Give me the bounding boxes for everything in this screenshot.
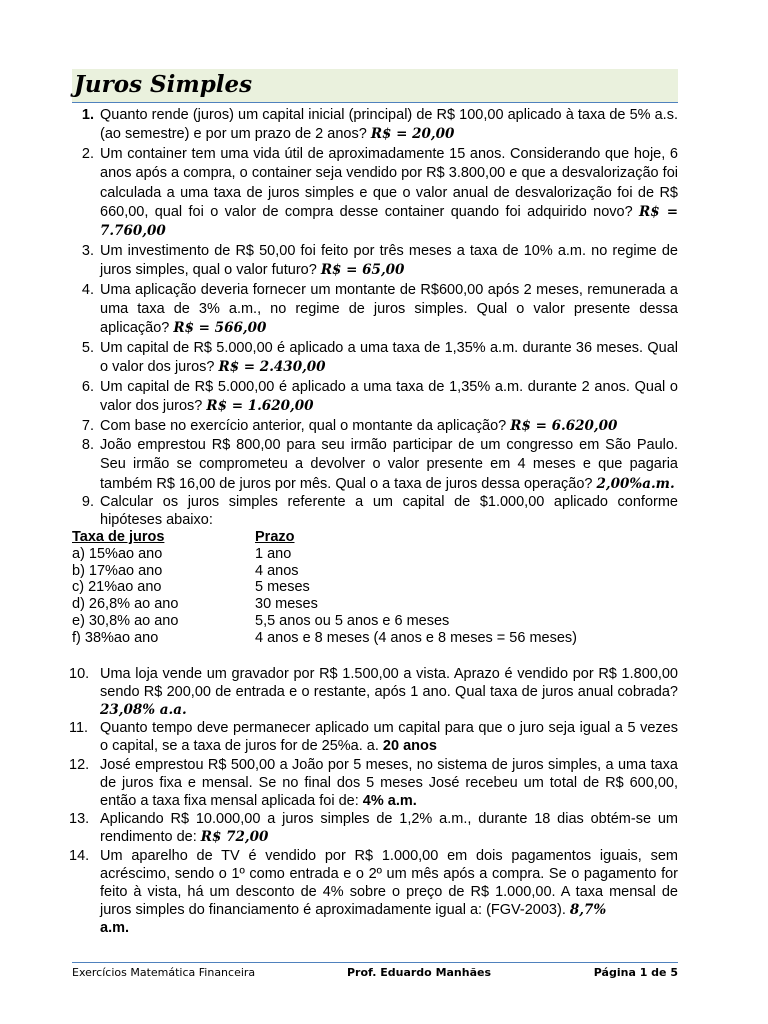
exercise-text: Uma aplicação deveria fornecer um montante de R$600,00 após 2 meses, remunerada a uma taxa de 3% a.m., no regime de juros simples. Qual o valor presente dessa aplicação? (100, 281, 678, 337)
page-title: Juros Simples (74, 71, 253, 98)
term-cell: 5 meses (255, 579, 310, 596)
exercise-number: 11. (69, 720, 89, 737)
table-row (72, 579, 577, 596)
exercise-number: 8. (81, 436, 94, 453)
exercise-item (72, 242, 678, 281)
footer-divider (72, 962, 678, 963)
exercise-item (72, 494, 678, 529)
exercise-number: 10. (69, 665, 90, 682)
exercise-list-continued (69, 665, 678, 938)
table-row (72, 613, 577, 630)
exercise-item (72, 145, 678, 242)
exercise-number: 12. (69, 756, 90, 773)
exercise-number: 3. (81, 242, 94, 259)
exercise-answer: R$ = 1.620,00 (206, 398, 314, 415)
exercise-item (69, 847, 678, 938)
exercise-item (72, 281, 678, 339)
exercise-text: Uma loja vende um gravador por R$ 1.500,00 a vista. Aprazo é vendido por R$ 1.800,00 sendo R$ 200,00 de entrada e o restante, após 1 ano. Qual taxa de juros anual cobrada? (100, 665, 678, 700)
term-cell: 1 ano (255, 545, 292, 562)
exercise-text: João emprestou R$ 800,00 para seu irmão participar de um congresso em São Paulo. Seu irmão se comprometeu a devolver o valor presente em 4 meses e que pagaria também R$ 16,00 de juros por mês. Qual o a taxa de juros dessa operação? (100, 436, 678, 492)
exercise-item (69, 810, 678, 846)
exercise-answer: 20 anos (382, 738, 437, 755)
exercise-text: Quanto rende (juros) um capital inicial (principal) de R$ 100,00 aplicado à taxa de 5% a.s. (ao semestre) e por um prazo de 2 anos? (100, 107, 678, 143)
exercise-item (72, 417, 678, 436)
exercise-answer: R$ = 6.620,00 (510, 417, 618, 434)
exercise-item (72, 106, 678, 145)
exercise-text: Um aparelho de TV é vendido por R$ 1.000,00 em dois pagamentos iguais, sem acréscimo, sendo o 1º como entrada e o 2º um mês após a compra. Se o pagamento for feito à vista, há um desconto de 4% sobre o preço de R$ 1.000,00. A taxa mensal de juros simples do financiamento é aproximadamente igual a: (FGV-2003). (100, 847, 678, 919)
exercise-number: 2. (81, 145, 94, 162)
exercise-item (72, 436, 678, 494)
exercise-number: 6. (81, 378, 94, 395)
exercise-answer: 23,08% a.a. (100, 701, 187, 718)
table-row (72, 630, 577, 647)
exercise-text: Quanto tempo deve permanecer aplicado um capital para que o juro seja igual a 5 vezes o capital, se a taxa de juros for de 25%a. a. (100, 720, 678, 755)
exercise-number: 1. (81, 107, 94, 123)
exercise-answer-unit: a.m. (100, 920, 130, 937)
column-header-term: Prazo (255, 528, 295, 545)
footer-author: Prof. Eduardo Manhães (347, 966, 492, 979)
exercise-text: Aplicando R$ 10.000,00 a juros simples de 1,2% a.m., durante 18 dias obtém-se um rendimento de: (100, 811, 678, 846)
rate-cell: b) 17%ao ano (72, 562, 163, 579)
exercise-answer: R$ = 65,00 (320, 262, 405, 279)
exercise-list (72, 106, 678, 529)
exercise-text: José emprestou R$ 500,00 a João por 5 meses, no sistema de juros simples, a uma taxa de juros fixa e mensal. Se no final dos 5 meses José recebeu um total de R$ 600,00, então a taxa fixa mensal aplicada foi de: (100, 756, 678, 809)
column-header-rate: Taxa de juros (72, 528, 165, 545)
footer-page-number: Página 1 de 5 (593, 966, 678, 979)
table-row (72, 546, 577, 563)
exercise-answer: R$ = 20,00 (370, 126, 455, 143)
exercise-text: Um investimento de R$ 50,00 foi feito por três meses a taxa de 10% a.m. no regime de juros simples, qual o valor futuro? (100, 242, 678, 279)
exercise-item (72, 339, 678, 378)
exercise-number: 9. (81, 494, 94, 511)
title-bar (72, 69, 678, 103)
table-row (72, 596, 577, 613)
exercise-answer: R$ = 2.430,00 (218, 359, 326, 376)
rate-cell: d) 26,8% ao ano (72, 596, 179, 613)
spacer (72, 647, 678, 665)
exercise-number: 14. (69, 847, 90, 864)
exercise-number: 4. (81, 281, 94, 298)
exercise-answer: R$ = 566,00 (173, 320, 267, 337)
exercise-answer: R$ = 7.760,00 (100, 204, 679, 240)
exercise-answer: 2,00%a.m. (596, 475, 675, 492)
rate-cell: c) 21%ao ano (72, 579, 162, 596)
rate-cell: f) 38%ao ano (72, 629, 159, 646)
exercise-number: 7. (81, 417, 94, 434)
exercise-text: Com base no exercício anterior, qual o montante da aplicação? (100, 417, 511, 434)
footer-course-title: Exercícios Matemática Financeira (72, 966, 256, 979)
rates-table (72, 529, 577, 647)
term-cell: 4 anos (255, 562, 299, 579)
exercise-text: Um capital de R$ 5.000,00 é aplicado a uma taxa de 1,35% a.m. durante 36 meses. Qual o valor dos juros? (100, 339, 678, 376)
exercise-answer: R$ 72,00 (200, 829, 269, 846)
exercise-item (69, 756, 678, 811)
table-row (72, 563, 577, 580)
rate-cell: a) 15%ao ano (72, 545, 163, 562)
exercise-text: Um container tem uma vida útil de aproximadamente 15 anos. Considerando que hoje, 6 anos após a compra, o container seja vendido por R$ 3.800,00 e que a desvalorização foi calculada a uma taxa de juros simples e que o valor anual de desvalorização foi de R$ 660,00, qual foi o valor de compra desse container quando foi adquirido novo? (100, 145, 678, 221)
exercise-item (69, 665, 678, 720)
document-body (69, 106, 679, 938)
exercise-text: Calcular os juros simples referente a um capital de $1.000,00 aplicado conforme hipóteses abaixo: (100, 494, 678, 528)
term-cell: 4 anos e 8 meses (4 anos e 8 meses = 56 meses) (255, 629, 577, 646)
exercise-number: 5. (81, 339, 94, 356)
term-cell: 5,5 anos ou 5 anos e 6 meses (255, 612, 450, 629)
exercise-item (72, 378, 678, 417)
table-header-row (72, 529, 577, 546)
exercise-answer: 4% a.m. (362, 792, 417, 809)
rate-cell: e) 30,8% ao ano (72, 612, 179, 629)
term-cell: 30 meses (255, 596, 318, 613)
exercise-number: 13. (69, 811, 90, 828)
exercise-item (69, 719, 678, 755)
exercise-answer: 8,7% (569, 902, 607, 919)
exercise-text: Um capital de R$ 5.000,00 é aplicado a uma taxa de 1,35% a.m. durante 2 anos. Qual o valor dos juros? (100, 378, 678, 415)
